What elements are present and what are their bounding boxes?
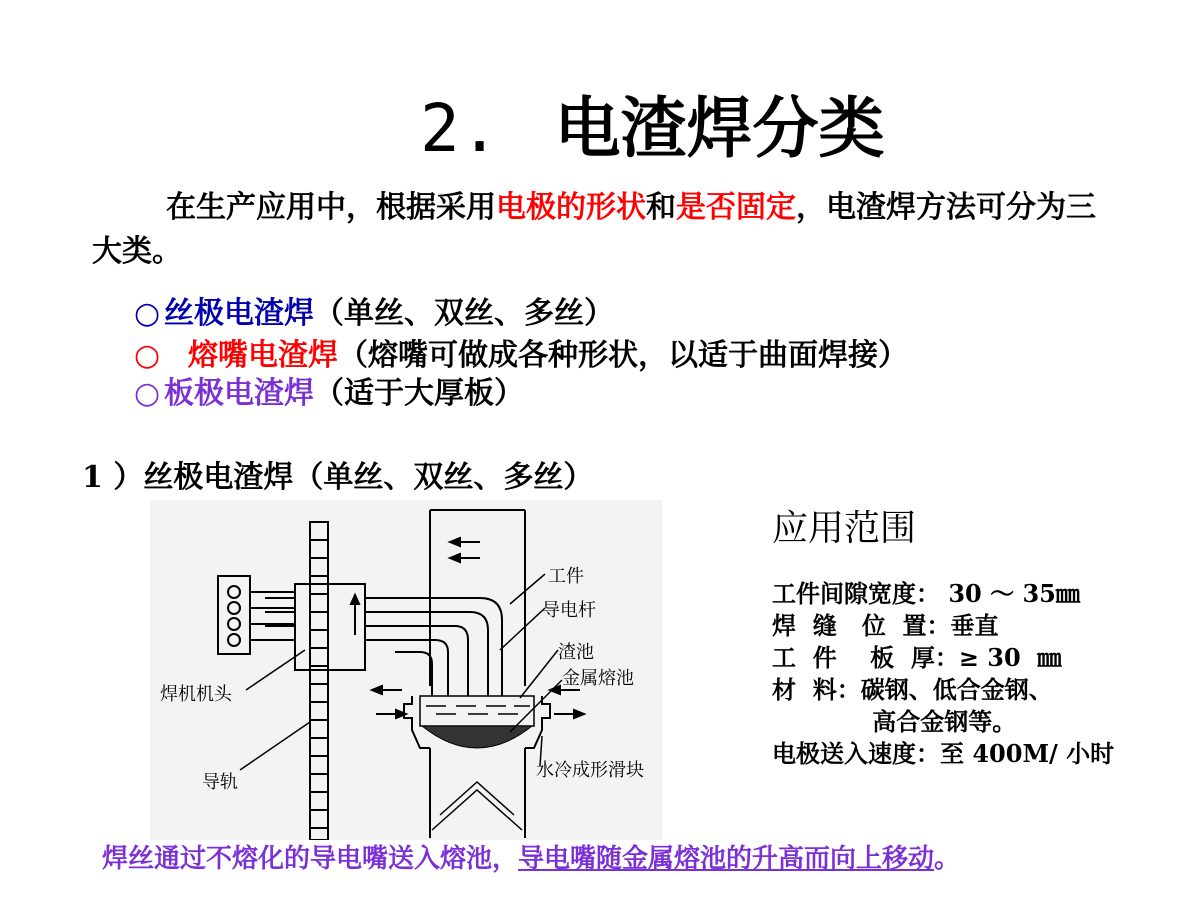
intro-text-1: 在生产应用中，根据采用 — [166, 190, 496, 225]
intro-highlight-fixed: 是否固定 — [676, 190, 796, 225]
label-conductive-rod: 导电杆 — [542, 600, 596, 621]
title-number: 2. — [420, 90, 500, 167]
application-line: 工件间隙宽度： 30 ～ 35㎜ — [772, 579, 1080, 608]
application-line: 高合金钢等。 — [772, 707, 1017, 736]
conductive-rods-shape — [395, 598, 502, 696]
label-guide-rail: 导轨 — [202, 772, 238, 793]
title-text: 电渣焊分类 — [554, 89, 885, 167]
control-box-shape — [218, 576, 295, 654]
category-item-plate — [134, 368, 524, 412]
circle-bullet-icon: ○ — [134, 296, 161, 331]
application-line: 材 料：碳钢、低合金钢、 — [772, 675, 1053, 704]
category-desc: （单丝、双丝、多丝） — [314, 296, 614, 331]
footer-text-underlined: 导电嘴随金属熔池的升高而向上移动 — [518, 844, 935, 874]
electroslag-welding-diagram — [150, 500, 662, 840]
application-list — [772, 578, 1114, 770]
circle-bullet-icon: ○ — [134, 376, 161, 411]
metal-pool-shape — [422, 726, 532, 748]
category-desc: （适于大厚板） — [314, 376, 524, 411]
welding-head-shape — [265, 584, 395, 670]
application-line: 工 件 板 厚：≥ 30 ㎜ — [772, 643, 1062, 672]
workpiece-shape — [430, 510, 525, 838]
circle-bullet-icon: ○ — [134, 338, 161, 373]
label-welding-head: 焊机机头 — [160, 684, 232, 705]
category-item-wire — [134, 288, 614, 332]
application-line: 电极送入速度：至 400M/ 小时 — [772, 739, 1115, 768]
label-cooling-shoe: 水冷成形滑块 — [536, 760, 644, 781]
category-desc: （熔嘴可做成各种形状，以适于曲面焊接） — [338, 338, 908, 373]
footer-note — [102, 838, 960, 875]
intro-text-3: ，电渣焊方法可分为三大类。 — [92, 190, 1096, 269]
subsection-heading: 1 ）丝极电渣焊（单丝、双丝、多丝） — [82, 460, 594, 495]
intro-paragraph — [92, 186, 1122, 274]
category-name: 板极电渣焊 — [164, 376, 314, 411]
application-title: 应用范围 — [772, 508, 917, 549]
label-workpiece: 工件 — [548, 566, 584, 587]
label-metal-pool: 金属熔池 — [562, 668, 634, 689]
intro-text-2: 和 — [646, 190, 676, 225]
category-name: 熔嘴电渣焊 — [188, 338, 338, 373]
guide-rail-shape — [310, 522, 328, 840]
application-line: 焊 缝 位 置：垂直 — [772, 611, 999, 640]
slide-title — [420, 75, 884, 170]
slag-pool-shape — [420, 696, 534, 726]
label-slag-pool: 渣池 — [558, 642, 594, 663]
category-name: 丝极电渣焊 — [164, 296, 314, 331]
footer-text-1: 焊丝通过不熔化的导电嘴送入熔池， — [102, 844, 519, 874]
footer-text-3: 。 — [934, 844, 961, 874]
intro-highlight-electrode-shape: 电极的形状 — [496, 190, 646, 225]
